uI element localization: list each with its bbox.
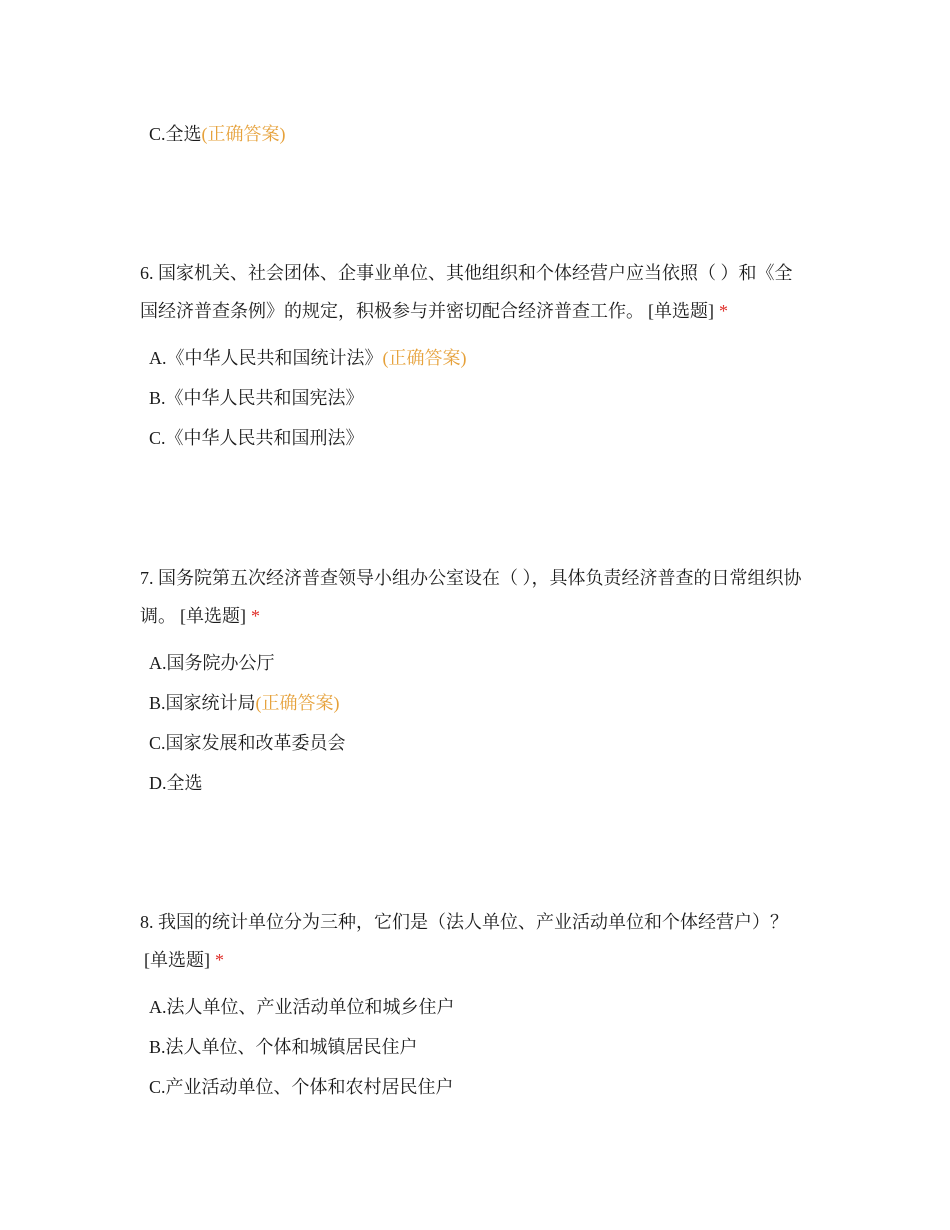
option-text: A.《中华人民共和国统计法》 xyxy=(149,348,383,368)
question-type-label: [单选题] xyxy=(144,950,210,970)
option-text: C.全选 xyxy=(149,124,202,144)
correct-answer-label: (正确答案) xyxy=(382,348,467,368)
question-type-label: [单选题] xyxy=(180,606,246,626)
question-text: 8. 我国的统计单位分为三种，它们是（法人单位、产业活动单位和个体经营户）？ xyxy=(140,912,788,932)
question-8-option-c[interactable] xyxy=(149,1075,454,1099)
question-7-option-a[interactable] xyxy=(149,651,275,675)
question-7-option-c[interactable] xyxy=(149,731,346,755)
question-6-title xyxy=(140,254,810,330)
question-7-option-d[interactable] xyxy=(149,771,203,795)
question-7-option-b[interactable] xyxy=(149,691,340,715)
question-8-title xyxy=(140,903,810,979)
required-mark: * xyxy=(251,606,260,626)
question-text: 6. 国家机关、社会团体、企事业单位、其他组织和个体经营户应当依照（ ）和《全国经济普查条例》的规定，积极参与并密切配合经济普查工作。 xyxy=(140,263,793,321)
question-8-option-a[interactable] xyxy=(149,995,455,1019)
option-text: B.国家统计局 xyxy=(149,693,256,713)
option-text: B.法人单位、个体和城镇居民住户 xyxy=(149,1037,418,1057)
option-text: A.国务院办公厅 xyxy=(149,653,275,673)
required-mark: * xyxy=(215,950,224,970)
question-6-option-c[interactable] xyxy=(149,426,364,450)
question-text: 7. 国务院第五次经济普查领导小组办公室设在（ ），具体负责经济普查的日常组织协调。 xyxy=(140,568,802,626)
option-text: C.国家发展和改革委员会 xyxy=(149,733,346,753)
correct-answer-label: (正确答案) xyxy=(201,124,286,144)
option-text: D.全选 xyxy=(149,773,203,793)
question-6-option-b[interactable] xyxy=(149,386,364,410)
option-text: A.法人单位、产业活动单位和城乡住户 xyxy=(149,997,455,1017)
option-text: B.《中华人民共和国宪法》 xyxy=(149,388,364,408)
question-8-option-b[interactable] xyxy=(149,1035,418,1059)
question-7-title xyxy=(140,559,810,635)
option-prev-c[interactable] xyxy=(149,122,286,146)
question-6-option-a[interactable] xyxy=(149,346,467,370)
required-mark: * xyxy=(719,301,728,321)
option-text: C.《中华人民共和国刑法》 xyxy=(149,428,364,448)
correct-answer-label: (正确答案) xyxy=(255,693,340,713)
option-text: C.产业活动单位、个体和农村居民住户 xyxy=(149,1077,454,1097)
question-type-label: [单选题] xyxy=(648,301,714,321)
